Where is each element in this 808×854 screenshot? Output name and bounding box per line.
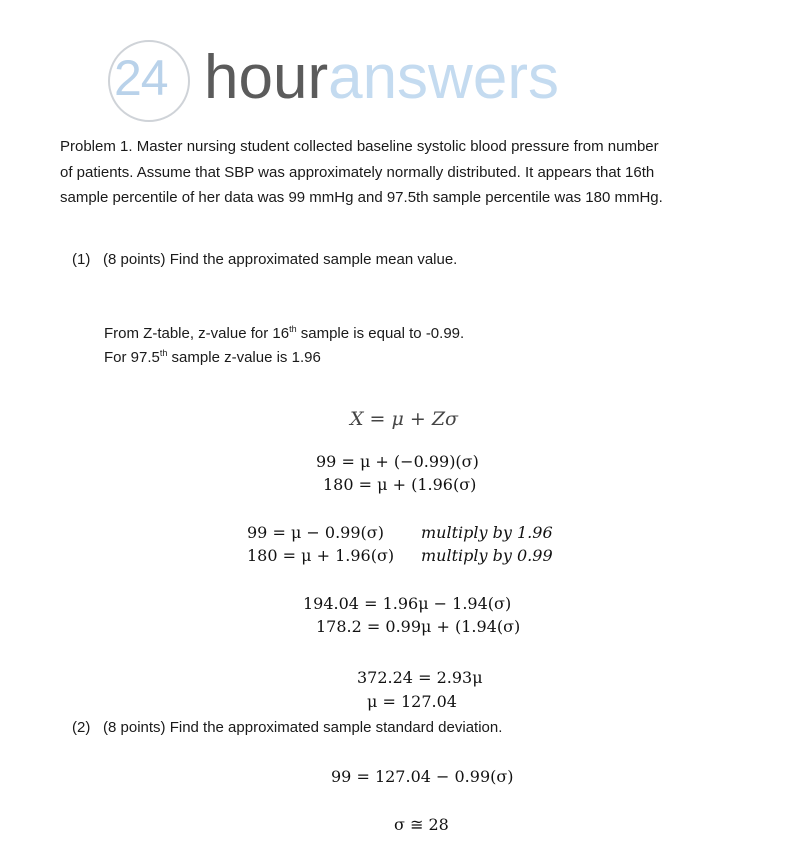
logo-wordmark — [204, 43, 559, 112]
equation: μ = 127.04 — [367, 692, 457, 711]
problem-line: Problem 1. Master nursing student collected baseline systolic blood pressure from number — [60, 138, 659, 155]
equation-note: multiply by 1.96 — [421, 523, 553, 542]
note-text: For 97.5 — [104, 349, 160, 366]
equation: 178.2 = 0.99μ + (1.94(σ) — [316, 617, 521, 636]
equation: 194.04 = 1.96μ − 1.94(σ) — [303, 594, 512, 613]
logo-number: 24 — [114, 50, 168, 106]
note-line-1 — [104, 324, 464, 342]
question-1 — [72, 251, 457, 268]
equation: 180 = μ + (1.96(σ) — [323, 475, 477, 494]
question-text: (8 points) Find the approximated sample standard deviation. — [103, 719, 503, 736]
logo-word-answers: answers — [328, 43, 559, 112]
equation: 99 = 127.04 − 0.99(σ) — [331, 767, 514, 786]
note-text: From Z-table, z-value for 16 — [104, 325, 290, 342]
note-line-2 — [104, 348, 321, 366]
question-number: (1) — [72, 251, 91, 268]
note-superscript: th — [159, 348, 168, 358]
question-2 — [72, 719, 502, 736]
note-text: sample is equal to -0.99. — [296, 325, 465, 342]
equation: σ ≅ 28 — [394, 815, 449, 834]
question-number: (2) — [72, 719, 91, 736]
equation: 372.24 = 2.93μ — [357, 668, 483, 687]
main-formula: X = μ + Zσ — [349, 408, 459, 430]
equation: 99 = μ − 0.99(σ) — [247, 523, 384, 542]
equation: 180 = μ + 1.96(σ) — [247, 546, 395, 565]
equation: 99 = μ + (−0.99)(σ) — [316, 452, 479, 471]
note-superscript: th — [289, 324, 297, 334]
equation-note: multiply by 0.99 — [421, 546, 553, 565]
problem-line: of patients. Assume that SBP was approximately normally distributed. It appears that 16th — [60, 163, 655, 181]
problem-statement — [60, 134, 760, 211]
problem-line: sample percentile of her data was 99 mmHg and 97.5th sample percentile was 180 mmHg. — [60, 189, 663, 206]
logo-word-hour: hour — [204, 43, 329, 112]
watermark-logo — [108, 40, 668, 120]
note-text: sample z-value is 1.96 — [167, 349, 321, 366]
question-text: (8 points) Find the approximated sample mean value. — [103, 251, 458, 268]
